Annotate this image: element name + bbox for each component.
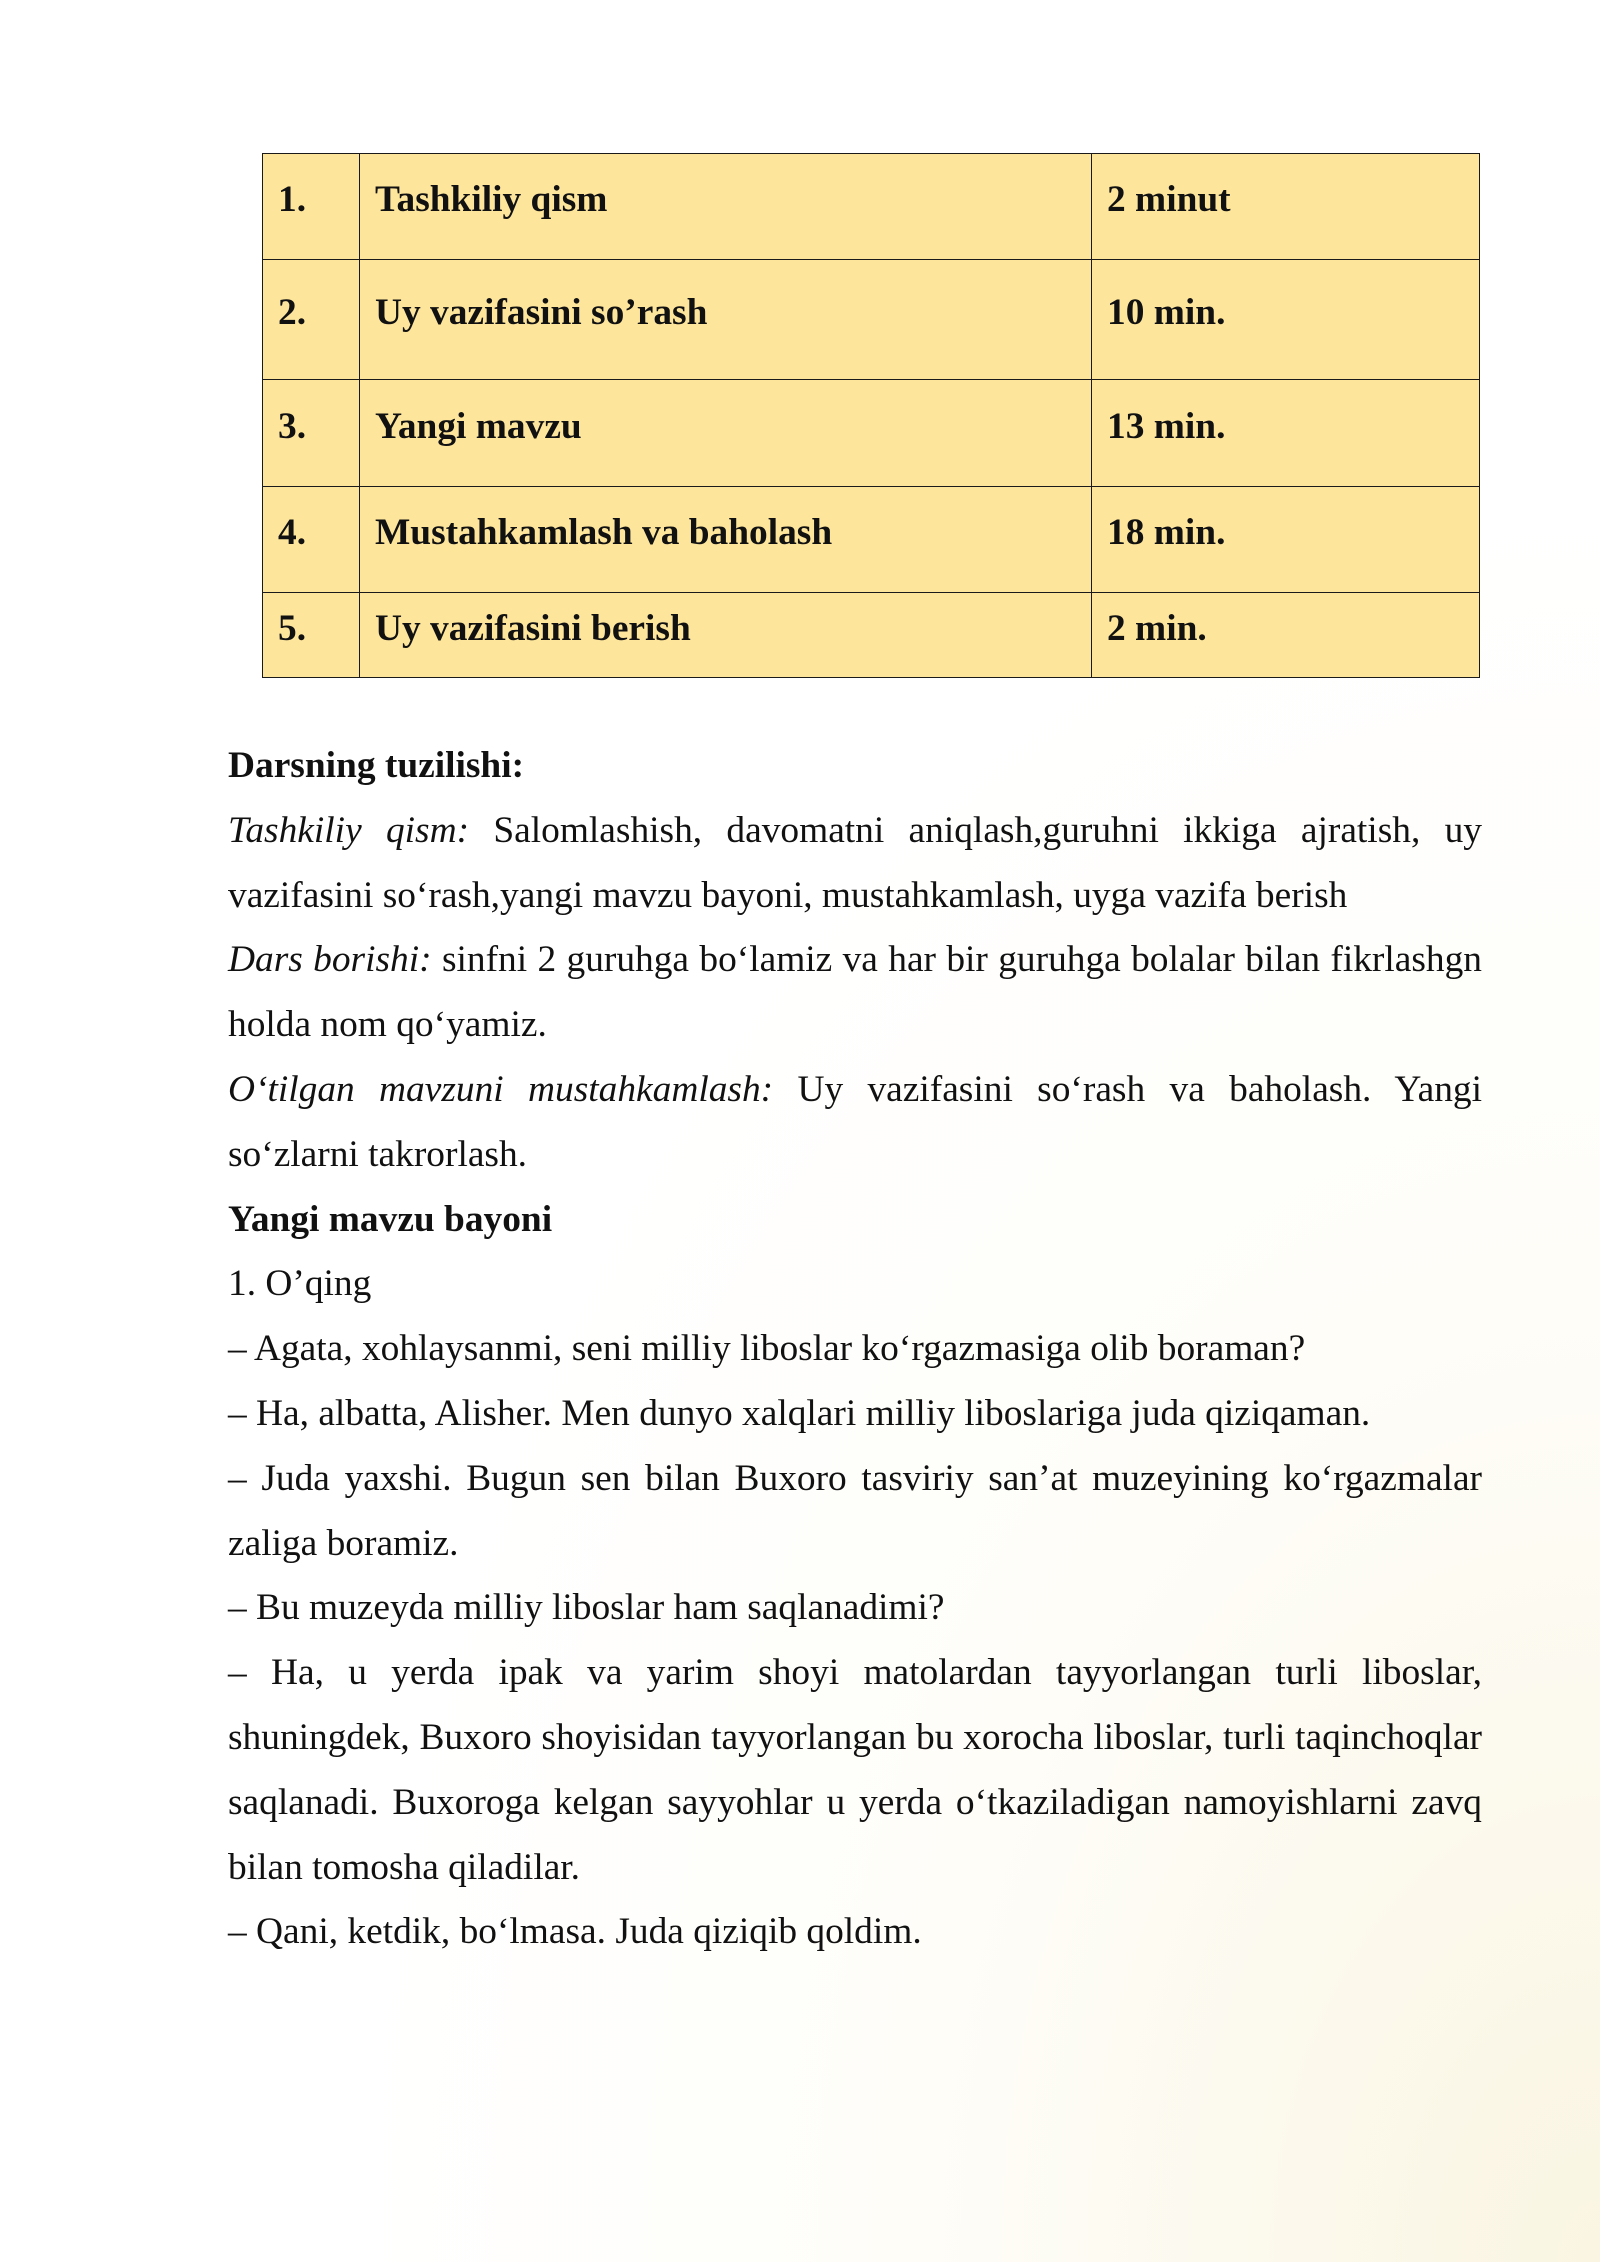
paragraph-text: sinfni 2 guruhga bo‘lamiz va har bir guruhga bolalar bilan fikrlashgn (441, 939, 1482, 981)
dialogue-line: – Agata, xohlaysanmi, seni milliy liboslar ko‘rgazmasiga olib boraman? (228, 1328, 1306, 1370)
paragraph-text: Uy vazifasini so‘rash va baholash. Yangi (797, 1068, 1482, 1110)
schedule-cell-stage: Yangi mavzu (360, 380, 1092, 487)
schedule-cell-number: 4. (263, 487, 360, 593)
dialogue-line: – Ha, u yerda ipak va yarim shoyi matolardan tayyorlangan turli liboslar, (228, 1652, 1482, 1694)
paragraph-lead-review: O‘tilgan mavzuni mustahkamlash: (228, 1068, 774, 1110)
schedule-cell-stage: Uy vazifasini so’rash (360, 260, 1092, 380)
dialogue-line: – Qani, ketdik, bo‘lmasa. Juda qiziqib qoldim. (228, 1911, 922, 1953)
schedule-cell-duration: 18 min. (1092, 487, 1480, 593)
dialogue-line: – Juda yaxshi. Bugun sen bilan Buxoro tasviriy san’at muzeyining ko‘rgazmalar (228, 1457, 1482, 1499)
paragraph-line (228, 799, 1482, 864)
dialogue-line: zaliga boramiz. (228, 1522, 459, 1564)
schedule-cell-stage: Mustahkamlash va baholash (360, 487, 1092, 593)
schedule-cell-duration: 2 min. (1092, 593, 1480, 678)
schedule-cell-number: 1. (263, 154, 360, 260)
dialogue-line: shuningdek, Buxoro shoyisidan tayyorlangan bu xorocha liboslar, turli taqinchoqlar (228, 1716, 1482, 1758)
schedule-cell-stage: Uy vazifasini berish (360, 593, 1092, 678)
paragraph-line (228, 928, 1482, 993)
schedule-cell-number: 2. (263, 260, 360, 380)
paragraph-line: vazifasini so‘rash,yangi mavzu bayoni, mustahkamlash, uyga vazifa berish (228, 874, 1348, 916)
dialogue-line: saqlanadi. Buxoroga kelgan sayyohlar u yerda o‘tkaziladigan namoyishlarni zavq (228, 1781, 1482, 1823)
schedule-cell-duration: 13 min. (1092, 380, 1480, 487)
document-body (228, 734, 1482, 1965)
dialogue-line: – Bu muzeyda milliy liboslar ham saqlanadimi? (228, 1587, 945, 1629)
dialogue-line: – Ha, albatta, Alisher. Men dunyo xalqlari milliy liboslariga juda qiziqaman. (228, 1392, 1371, 1434)
dialogue-line: bilan tomosha qiladilar. (228, 1846, 581, 1888)
paragraph-text: Salomlashish, davomatni aniqlash,guruhni ikkiga ajratish, uy (493, 809, 1482, 851)
schedule-cell-number: 3. (263, 380, 360, 487)
schedule-cell-duration: 10 min. (1092, 260, 1480, 380)
section-heading-new-topic: Yangi mavzu bayoni (228, 1198, 553, 1240)
schedule-cell-duration: 2 minut (1092, 154, 1480, 260)
section-heading-lesson-structure: Darsning tuzilishi: (228, 745, 525, 786)
paragraph-line: so‘zlarni takrorlash. (228, 1133, 528, 1175)
paragraph-lead-organizational: Tashkiliy qism: (228, 809, 470, 851)
paragraph-line: holda nom qo‘yamiz. (228, 1004, 547, 1046)
paragraph-line (228, 1058, 1482, 1123)
paragraph-lead-lesson-flow: Dars borishi: (228, 939, 432, 981)
task-instruction: 1. O’qing (228, 1263, 372, 1305)
lesson-schedule-table (262, 153, 1480, 678)
schedule-cell-number: 5. (263, 593, 360, 678)
schedule-cell-stage: Tashkiliy qism (360, 154, 1092, 260)
